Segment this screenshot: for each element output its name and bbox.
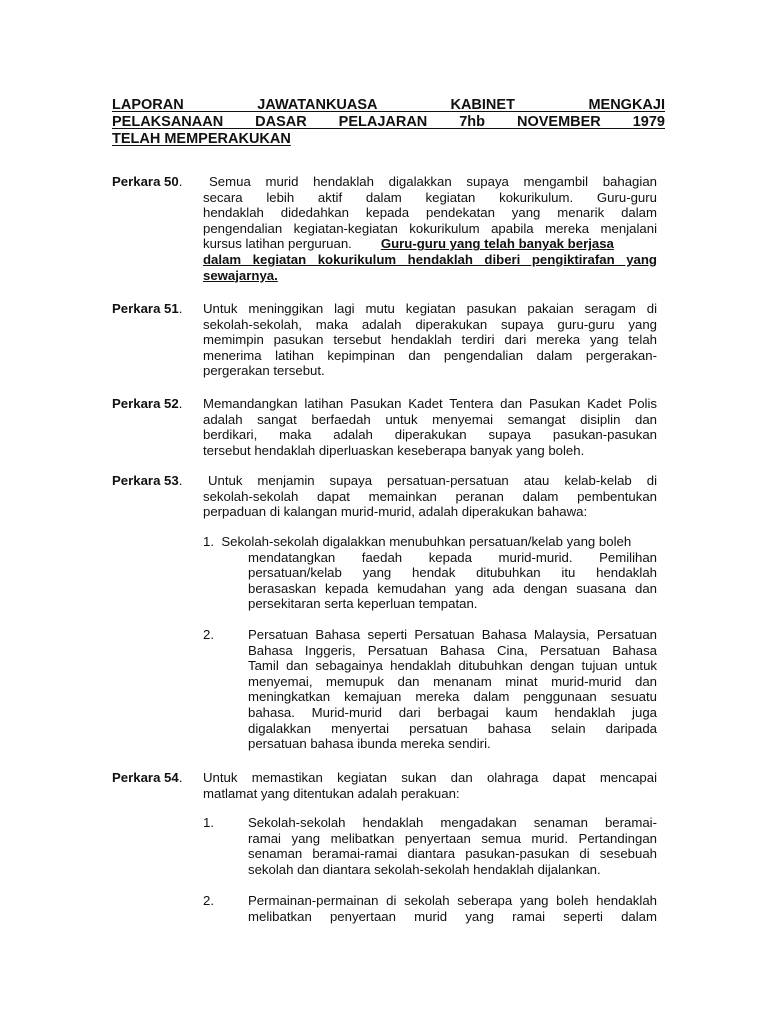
title-line: LAPORAN JAWATANKUASA KABINET MENGKAJI [112, 97, 665, 113]
section-label: Perkara 54 [112, 770, 179, 785]
text-line: melibatkan penyertaan murid yang ramai seperti dalam [248, 908, 657, 924]
text-line: digalakkan menyertai persatuan bahasa selain daripada [248, 720, 657, 736]
section-body [203, 174, 657, 283]
text-line: Tamil dan sebagainya hendaklah ditubuhkan dengan tujuan untuk [248, 658, 657, 674]
document-page: LAPORAN JAWATANKUASA KABINET MENGKAJI PELAKSANAAN DASAR PELAJARAN 7hb NOVEMBER 1979 TELAH MEMPERAKUKAN Perkara 50. Semua murid hendaklah digalakkan supaya mengambil bahagian secara lebih aktif dalam kegiatan kokurikulum. Guru-guru hendaklah didedahkan kepada pendekatan yang menarik dalam pengendalian kegiatan-kegiatan kokurikulum apabila mereka menjalani kursus latihan perguruan. Guru-guru yang telah banyak berjasa dalam kegiatan kokurikulum hendaklah diberi pengiktirafan yang sewajarnya. Perkara 51. Untuk meninggikan lagi mutu kegiatan pasukan pakaian seragam di sekolah-sekolah, maka adalah diperakukan supaya guru-guru yang memimpin pasukan tersebut hendaklah terdiri dari mereka yang telah menerima latihan kepimpinan dan pengendalian dalam pergerakan- pergerakan tersebut. Perkara 52. Memandangkan latihan Pasukan Kadet Tentera dan Pasukan Kadet Polis adalah sangat berfaedah untuk menyemai semangat disiplin dan berdikari, maka adalah diperakukan supaya pasukan-pasukan tersebut hendaklah diperluaskan keseberapa banyak yang boleh. Perkara 53. Untuk menjamin supaya persatuan-persatuan atau kelab-kelab di sekolah-sekolah dapat memainkan peranan dalam pembentukan perpaduan di kalangan murid-murid, adalah diperakukan bahawa: 1. Sekolah-sekolah digalakkan menubuhkan persatuan/kelab yang boleh mendatangkan faedah kepada murid-murid. Pemilihan persatuan/kelab yang hendak ditubuhkan itu hendaklah berasaskan kepada kemudahan yang ada dengan suasana dan persekitaran serta keperluan tempatan. 2. Persatuan Bahasa seperti Persatuan Bahasa Malaysia, Persatuan Bahasa Inggeris, Persatuan Bahasa Cina, Persatuan Bahasa Tamil dan sebagainya hendaklah ditubuhkan dengan tujuan untuk menyemai, memupuk dan menanam minat murid-murid dan meningkatkan kemajuan mereka dalam penggunaan sesuatu bahasa. Murid-murid dari berbagai kaum hendaklah juga digalakkan menyertai persatuan bahasa selain daripada persatuan bahasa ibunda mereka sendiri. Perkara 54. Untuk memastikan kegiatan sukan dan olahraga dapat mencapai matlamat yang ditentukan adalah perakuan: 1. Sekolah-sekolah hendaklah mengadakan senaman beramai- ramai yang melibatkan penyertaan semua murid. Pertandingan senaman beramai-ramai diantara pasukan-pasukan di sesebuah sekolah dan diantara sekolah-sekolah hendaklah dijalankan. 2. Permainan-permainan di sekolah seberapa yang boleh hendaklah melibatkan penyertaan murid yang ramai seperti dalam [112, 97, 665, 924]
text-line: perpaduan di kalangan murid-murid, adalah diperakukan bahawa: [203, 504, 588, 520]
text-line: menerima latihan kepimpinan dan pengendalian dalam pergerakan- [203, 347, 657, 363]
text-line: Persatuan Bahasa seperti Persatuan Bahasa Malaysia, Persatuan [248, 627, 657, 642]
text-line: sekolah-sekolah, maka adalah diperakukan supaya guru-guru yang [203, 316, 657, 332]
section-label: Perkara 51 [112, 301, 179, 316]
text-line: Memandangkan latihan Pasukan Kadet Tentera dan Pasukan Kadet Polis [203, 396, 657, 411]
text-line-emphasis: dalam kegiatan kokurikulum hendaklah diberi pengiktirafan yang [203, 251, 657, 267]
text-line: persatuan/kelab yang hendak ditubuhkan itu hendaklah [248, 565, 657, 581]
text-line: pergerakan tersebut. [203, 363, 325, 379]
text-line: mendatangkan faedah kepada murid-murid. Pemilihan [248, 549, 657, 565]
text-line: pengendalian kegiatan-kegiatan kokurikulum apabila mereka menjalani [203, 220, 657, 236]
text-line: Untuk memastikan kegiatan sukan dan olahraga dapat mencapai [203, 770, 657, 785]
section-body [203, 396, 657, 458]
text-line: matlamat yang ditentukan adalah perakuan: [203, 785, 460, 801]
section-label: Perkara 52 [112, 396, 179, 411]
text-line: persatuan bahasa ibunda mereka sendiri. [248, 736, 491, 752]
text-line: Semua murid hendaklah digalakkan supaya mengambil bahagian [209, 174, 657, 189]
section-label: Perkara 50 [112, 174, 179, 189]
title-line: PELAKSANAAN DASAR PELAJARAN 7hb NOVEMBER 1979 [112, 114, 665, 130]
text-line: adalah sangat berfaedah untuk menyemai semangat disiplin dan [203, 411, 657, 427]
item-text [248, 550, 657, 612]
text-line: Untuk menjamin supaya persatuan-persatuan atau kelab-kelab di [208, 473, 657, 488]
text-line: meningkatkan kemajuan mereka dalam penggunaan sesuatu [248, 689, 657, 705]
text-line: berasaskan kepada kemudahan yang ada dengan suasana dan [248, 580, 657, 596]
section-body [203, 473, 657, 520]
text-line: secara lebih aktif dalam kegiatan kokurikulum. Guru-guru [203, 189, 657, 205]
text-line: bahasa. Murid-murid dari berbagai kaum hendaklah juga [248, 704, 657, 720]
item-text [248, 815, 657, 877]
text-line: hendaklah didedahkan kepada pendekatan yang menarik dalam [203, 205, 657, 221]
item-number: 2. [203, 627, 214, 642]
text-line: Sekolah-sekolah digalakkan menubuhkan persatuan/kelab yang boleh [221, 534, 632, 549]
document-title [112, 97, 665, 148]
list-item [203, 627, 657, 757]
text-line: persekitaran serta keperluan tempatan. [248, 596, 478, 612]
list-item [203, 534, 657, 614]
text-line-emphasis: sewajarnya. [203, 267, 278, 283]
item-text [248, 627, 657, 752]
text-line: sekolah-sekolah dapat memainkan peranan dalam pembentukan [203, 488, 657, 504]
section-label: Perkara 53 [112, 473, 179, 488]
item-number: 2. [203, 893, 214, 908]
section-body [203, 770, 657, 801]
item-text [248, 893, 657, 924]
text-line: menyemai, memupuk dan menanam minat murid-murid dan [248, 673, 657, 689]
text-line: senaman beramai-ramai diantara pasukan-pasukan di sesebuah [248, 846, 657, 862]
text-line-mixed [203, 236, 657, 252]
text-line: ramai yang melibatkan penyertaan semua murid. Pertandingan [248, 830, 657, 846]
text-line: berdikari, maka adalah diperakukan supaya pasukan-pasukan [203, 427, 657, 443]
text-line: Bahasa Inggeris, Persatuan Bahasa Cina, Persatuan Bahasa [248, 642, 657, 658]
text-line: Sekolah-sekolah hendaklah mengadakan senaman beramai- [248, 815, 657, 830]
text-line: sekolah dan diantara sekolah-sekolah hendaklah dijalankan. [248, 861, 601, 877]
list-item [203, 815, 657, 879]
text-plain: kursus latihan perguruan. [203, 236, 352, 252]
list-item [203, 893, 657, 925]
section-body [203, 301, 657, 379]
title-line: TELAH MEMPERAKUKAN [112, 131, 291, 147]
text-emphasis: Guru-guru yang telah banyak berjasa [380, 236, 614, 252]
text-line: tersebut hendaklah diperluaskan keseberapa banyak yang boleh. [203, 442, 585, 458]
item-number: 1. [203, 534, 214, 549]
item-number: 1. [203, 815, 214, 830]
text-line: memimpin pasukan tersebut hendaklah terdiri dari mereka yang telah [203, 332, 657, 348]
text-line: Permainan-permainan di sekolah seberapa yang boleh hendaklah [248, 893, 657, 908]
text-line: Untuk meninggikan lagi mutu kegiatan pasukan pakaian seragam di [203, 301, 657, 316]
